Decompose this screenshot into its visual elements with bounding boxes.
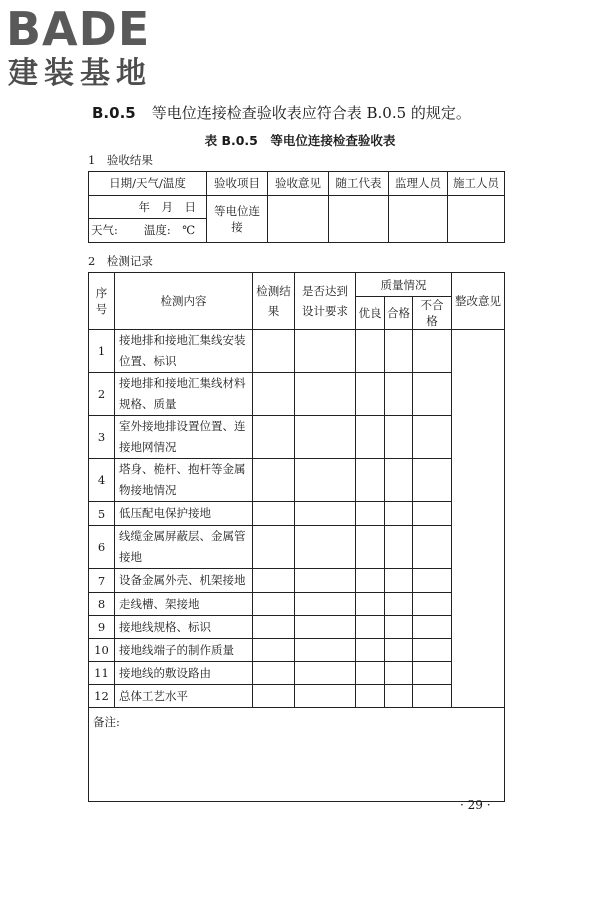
logo: [6, 4, 196, 94]
row-no: 3: [89, 416, 115, 459]
record-table: [88, 272, 505, 802]
header-quality-excellent: 优良: [356, 297, 385, 330]
row-no: 8: [89, 593, 115, 616]
row-no: 1: [89, 330, 115, 373]
row-content: 总体工艺水平: [115, 685, 253, 708]
rep-cell: [329, 195, 389, 242]
clause-text: [92, 102, 471, 123]
remark-cell: [89, 708, 505, 802]
header-item: 验收项目: [207, 172, 268, 196]
row-content: 线缆金属屏蔽层、金属管接地: [115, 526, 253, 569]
row-content: 走线槽、架接地: [115, 593, 253, 616]
row-no: 6: [89, 526, 115, 569]
header-rep: 随工代表: [329, 172, 389, 196]
clause-number: B.0.5: [92, 104, 136, 122]
remark-label: 备注:: [93, 715, 120, 729]
clause-body: 等电位连接检查验收表应符合表 B.0.5 的规定。: [151, 104, 471, 122]
supervisor-cell: [389, 195, 448, 242]
row-content: 接地排和接地汇集线材料规格、质量: [115, 373, 253, 416]
row-content: 塔身、桅杆、抱杆等金属物接地情况: [115, 459, 253, 502]
header-supervisor: 监理人员: [389, 172, 448, 196]
row-content: 接地排和接地汇集线安装位置、标识: [115, 330, 253, 373]
table-caption: 表 B.0.5 等电位连接检查验收表: [204, 133, 396, 148]
constructor-cell: [448, 195, 505, 242]
weather-temp-field: [89, 219, 207, 243]
header-result: 检测结果: [253, 273, 295, 330]
section-2-title: 2 检测记录: [88, 254, 153, 268]
row-no: 9: [89, 616, 115, 639]
header-opinion: 验收意见: [268, 172, 329, 196]
header-index: 序号: [89, 273, 115, 330]
row-no: 7: [89, 569, 115, 593]
row-no: 5: [89, 502, 115, 526]
page-number: · 29 ·: [460, 798, 491, 812]
row-content: 室外接地排设置位置、连接地网情况: [115, 416, 253, 459]
item-value: 等电位连接: [207, 195, 268, 242]
acceptance-table: [88, 171, 505, 243]
section-1-title: 1 验收结果: [88, 153, 153, 167]
row-no: 11: [89, 662, 115, 685]
opinion-cell: [268, 195, 329, 242]
row-no: 10: [89, 639, 115, 662]
header-date-weather: 日期/天气/温度: [89, 172, 207, 196]
weather-label: 天气:: [91, 223, 118, 238]
logo-brand: BADE: [6, 2, 151, 56]
row-no: 2: [89, 373, 115, 416]
header-compliance: 是否达到设计要求: [295, 273, 356, 330]
temperature-label: 温度: ℃: [143, 223, 196, 238]
row-content: 接地线端子的制作质量: [115, 639, 253, 662]
date-field: 年 月 日: [89, 195, 207, 219]
header-quality-fail: 不合格: [413, 297, 452, 330]
header-content: 检测内容: [115, 273, 253, 330]
row-content: 低压配电保护接地: [115, 502, 253, 526]
rectification-cell: [452, 330, 505, 708]
header-constructor: 施工人员: [448, 172, 505, 196]
row-no: 4: [89, 459, 115, 502]
logo-chinese: 建装基地: [8, 56, 152, 91]
row-content: 接地线的敷设路由: [115, 662, 253, 685]
header-rectification: 整改意见: [452, 273, 505, 330]
row-content: 设备金属外壳、机架接地: [115, 569, 253, 593]
header-quality-pass: 合格: [385, 297, 413, 330]
row-content: 接地线规格、标识: [115, 616, 253, 639]
header-quality: 质量情况: [356, 273, 452, 297]
row-no: 12: [89, 685, 115, 708]
